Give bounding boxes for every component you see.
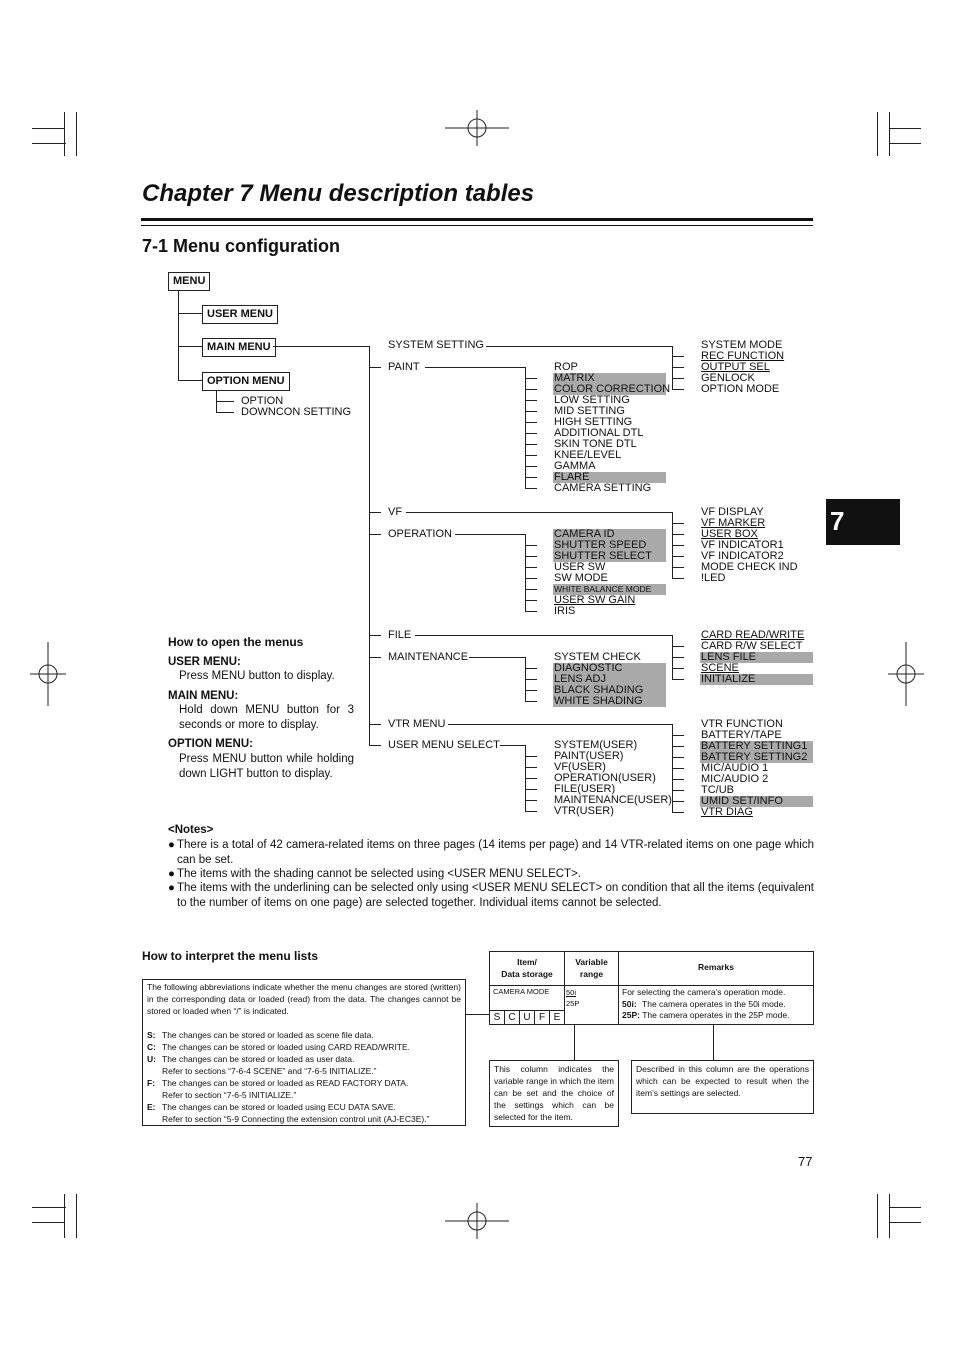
connector-line [525,668,537,669]
connector-line [525,477,537,478]
paint-subitem-label: COLOR CORRECTION [554,383,671,395]
paint-subitem-label: GAMMA [554,460,596,472]
remarks-line: For selecting the camera’s operation mode. [622,987,786,997]
connector-line [672,790,684,791]
vtr-subitem-label: VTR FUNCTION [701,718,783,730]
connector-line [672,356,684,357]
connector-line [525,611,537,612]
connector-line [525,600,537,601]
paint-subitem-label: MID SETTING [554,405,625,417]
legend-entry [147,1101,461,1125]
connector-line [672,779,684,780]
connector-line [672,389,684,390]
legend-key: F: [147,1078,156,1088]
chapter-tab-label: 7 [830,506,845,536]
connector-line [525,567,537,568]
system-setting-subitem-label: REC FUNCTION [701,350,785,362]
storage-cell: C [504,1011,519,1025]
file-subitem-label: SCENE [701,662,739,674]
vf-subitem-label: VF INDICATOR1 [701,539,784,551]
file-subitem-label: INITIALIZE [700,674,813,685]
user-menu-box: USER MENU [202,305,278,324]
interpret-heading: How to interpret the menu lists [142,949,319,963]
connector-line [672,567,684,568]
storage-cells [490,1010,564,1025]
chapter-title: Chapter 7 Menu description tables [142,180,535,207]
storage-cell: E [549,1011,564,1025]
paint-subitem-label: ADDITIONAL DTL [554,427,644,439]
vtr-subitem-label: BATTERY SETTING1 [700,741,813,752]
operation-subitem-label: USER SW [554,561,606,573]
note-text: There is a total of 42 camera-related items on three pages (14 items per page) and 14 VTR-related items on one page which can be set. [177,839,814,866]
vtr-menu-item: VTR MENU [388,718,446,730]
connector-line [672,812,684,813]
vf-item: VF [388,506,403,518]
legend-key: S: [147,1030,156,1040]
bullet-icon: ● [168,839,175,851]
note-text: The items with the underlining can be selected only using <USER MENU SELECT> on condition that all the items (equivalent to the number of items on one page) are selected together. Individual items cannot be selected. [177,882,814,909]
operation-item: OPERATION [388,528,452,540]
file-subitem-label: CARD READ/WRITE [701,629,805,641]
connector-line [525,466,537,467]
connector-line [525,800,537,801]
vtr-subitem-label: VTR DIAG [701,806,753,818]
bullet-icon: ● [168,882,175,894]
connector-line [525,778,537,779]
range-callout: This column indicates the variable range in which the item can be set and the choice of the settings which can be selected for the item. [489,1060,619,1127]
connector-line [672,378,684,379]
vtr-subitem-label: BATTERY/TAPE [701,729,782,741]
sample-range [566,987,579,1009]
connector-line [672,657,684,658]
vtr-subitem-label: BATTERY SETTING2 [700,752,813,763]
legend-key: U: [147,1054,156,1064]
table-header-remarks: Remarks [698,962,734,972]
registration-mark-icon [30,642,66,706]
paint-subitem-label: CAMERA SETTING [554,482,652,494]
paint-subitem-label: ROP [554,361,578,373]
connector-line [672,534,684,535]
connector-line [672,578,684,579]
registration-mark-icon [445,110,509,146]
user-menu-select-item: USER MENU SELECT [388,739,500,751]
note-item [168,867,814,882]
file-subitem-label: LENS FILE [700,652,813,663]
option-menu-box: OPTION MENU [202,372,290,391]
vf-subitem-label: USER BOX [701,528,758,540]
vtr-subitem-label: TC/UB [701,784,734,796]
connector-line [525,756,537,757]
vtr-subitem-label: MIC/AUDIO 1 [701,762,769,774]
file-subitem-label: CARD R/W SELECT [701,640,803,652]
user-menu-select-subitem-label: SYSTEM(USER) [554,739,638,751]
connector-line [525,389,537,390]
vf-subitem-label: VF INDICATOR2 [701,550,784,562]
note-item [168,838,814,867]
legend-box [142,979,466,1126]
chapter-tab [826,499,900,545]
downcon-setting-item: DOWNCON SETTING [241,406,351,418]
connector-line [525,690,537,691]
connector-line [525,679,537,680]
legend-key: E: [147,1102,156,1112]
notes-heading: <Notes> [168,824,214,836]
paint-subitem-label: HIGH SETTING [554,416,633,428]
connector-line [525,701,537,702]
connector-line [525,433,537,434]
connector-line [672,556,684,557]
bullet-icon: ● [168,868,175,880]
connector-line [672,367,684,368]
option-item: OPTION [241,395,284,407]
system-setting-subitem-label: OPTION MODE [701,383,780,395]
vf-subitem-label: VF DISPLAY [701,506,764,518]
connector-line [525,578,537,579]
menu-box: MENU [168,272,210,291]
connector-line [525,589,537,590]
maintenance-subitem-label: DIAGNOSTIC [553,663,666,674]
connector-line [672,757,684,758]
user-menu-select-subitem-label: FILE(USER) [554,783,616,795]
remarks-line: The camera operates in the 25P mode. [642,1010,790,1020]
sample-item-name: CAMERA MODE [493,987,550,996]
main-menu-label: MAIN MENU: [168,690,239,702]
option-menu-text: Press MENU button while holding down LIGHT button to display. [179,753,354,780]
legend-entry [147,1029,461,1041]
paint-item: PAINT [388,361,420,373]
legend-intro: The following abbreviations indicate whether the menu changes are stored (written) in the corresponding data or loaded (read) from the data. The changes cannot be stored or loaded when “/” is indicated. [147,982,461,1016]
section-title: 7-1 Menu configuration [142,236,340,256]
operation-subitem-label: IRIS [554,605,576,617]
maintenance-subitem-label: BLACK SHADING [553,685,666,696]
storage-cell: S [493,1012,501,1023]
operation-subitem-label: SHUTTER SPEED [553,540,666,551]
connector-line [525,556,537,557]
legend-text: The changes can be stored or loaded as scene file data. [162,1030,374,1040]
option-menu-label: OPTION MENU: [168,738,253,750]
maintenance-subitem-label: LENS ADJ [553,674,666,685]
user-menu-select-subitem-label: VTR(USER) [554,805,614,817]
connector-line [672,679,684,680]
connector-line [672,801,684,802]
maintenance-item: MAINTENANCE [388,651,469,663]
connector-line [525,378,537,379]
storage-cell: F [534,1011,549,1025]
connector-line [672,768,684,769]
remarks-key: 25P: [622,1010,640,1020]
connector-line [525,455,537,456]
legend-entry [147,1077,461,1101]
note-text: The items with the shading cannot be selected using <USER MENU SELECT>. [177,868,581,880]
user-menu-select-subitem-label: PAINT(USER) [554,750,624,762]
legend-text: The changes can be stored or loaded using CARD READ/WRITE. [162,1042,411,1052]
sample-table [489,951,814,1025]
user-menu-select-subitem-label: MAINTENANCE(USER) [554,794,672,806]
connector-line [672,646,684,647]
legend-key: C: [147,1042,156,1052]
system-setting-subitem-label: SYSTEM MODE [701,339,783,351]
connector-line [672,735,684,736]
maintenance-subitem-label: SYSTEM CHECK [554,651,641,663]
legend-entry [147,1053,461,1077]
connector-line [672,746,684,747]
operation-subitem-label: SHUTTER SELECT [553,551,666,562]
connector-line [525,811,537,812]
user-menu-text: Press MENU button to display. [179,670,335,682]
connector-line [525,767,537,768]
file-item: FILE [388,629,412,641]
legend-text: The changes can be stored or loaded as READ FACTORY DATA. Refer to section “7-6-5 INITIALIZE.” [162,1078,409,1100]
connector-line [525,545,537,546]
vf-subitem-label: VF MARKER [701,517,766,529]
main-menu-box: MAIN MENU [202,338,276,357]
legend-list [147,1029,461,1125]
paint-subitem-label: MATRIX [553,373,666,384]
remarks-callout: Described in this column are the operations which can be expected to result when the item’s settings are selected. [631,1060,814,1114]
system-setting-subitem-label: OUTPUT SEL [701,361,770,373]
paint-subitem-label: SKIN TONE DTL [554,438,637,450]
title-rule [141,225,813,226]
title-rule [141,218,813,221]
maintenance-subitem-label: WHITE SHADING [553,696,666,707]
range-value: 50i [566,988,577,997]
operation-subitem-label: CAMERA ID [553,529,666,540]
vtr-subitem-label: UMID SET/INFO [700,796,813,807]
system-setting-subitem-label: GENLOCK [701,372,755,384]
paint-subitem-label: LOW SETTING [554,394,630,406]
paint-subitem-label: FLARE [553,472,666,483]
user-menu-select-subitem-label: VF(USER) [554,761,606,773]
remarks-line: The camera operates in the 50i mode. [642,998,786,1009]
registration-mark-icon [888,642,924,706]
connector-line [672,523,684,524]
operation-subitem-label: SW MODE [554,572,608,584]
user-menu-label: USER MENU: [168,656,241,668]
main-menu-text: Hold down MENU button for 3 seconds or more to display. [179,704,354,731]
connector-line [525,488,537,489]
connector-line [525,422,537,423]
user-menu-select-subitem-label: OPERATION(USER) [554,772,656,784]
legend-entry [147,1041,461,1053]
sample-remarks [622,987,789,1022]
table-header-item: Item/ Data storage [501,957,553,979]
connector-line [525,411,537,412]
connector-line [672,668,684,669]
storage-cell: U [519,1011,534,1025]
operation-subitem-label: WHITE BALANCE MODE [553,584,666,595]
vf-subitem-label: MODE CHECK IND [701,561,798,573]
system-setting-item: SYSTEM SETTING [388,339,484,351]
legend-text: The changes can be stored or loaded using ECU DATA SAVE. Refer to section “5-9 Connecting the extension control unit (AJ-EC3E).” [162,1102,430,1124]
connector-line [525,789,537,790]
page-number: 77 [798,1154,813,1169]
connector-line [525,400,537,401]
range-value: 25P [566,999,580,1008]
note-item [168,881,814,910]
remarks-key: 50i: [622,998,637,1009]
registration-mark-icon [445,1203,509,1239]
vf-subitem-label: !LED [701,572,726,584]
connector-line [525,444,537,445]
connector-line [672,545,684,546]
legend-text: The changes can be stored or loaded as user data. Refer to sections “7-6-4 SCENE” and “7-6-5 INITIALIZE.” [162,1054,377,1076]
paint-subitem-label: KNEE/LEVEL [554,449,622,461]
vtr-subitem-label: MIC/AUDIO 2 [701,773,769,785]
operation-subitem-label: USER SW GAIN [554,594,636,606]
how-to-open-heading: How to open the menus [168,635,304,649]
table-header-range: Variable range [575,957,608,979]
